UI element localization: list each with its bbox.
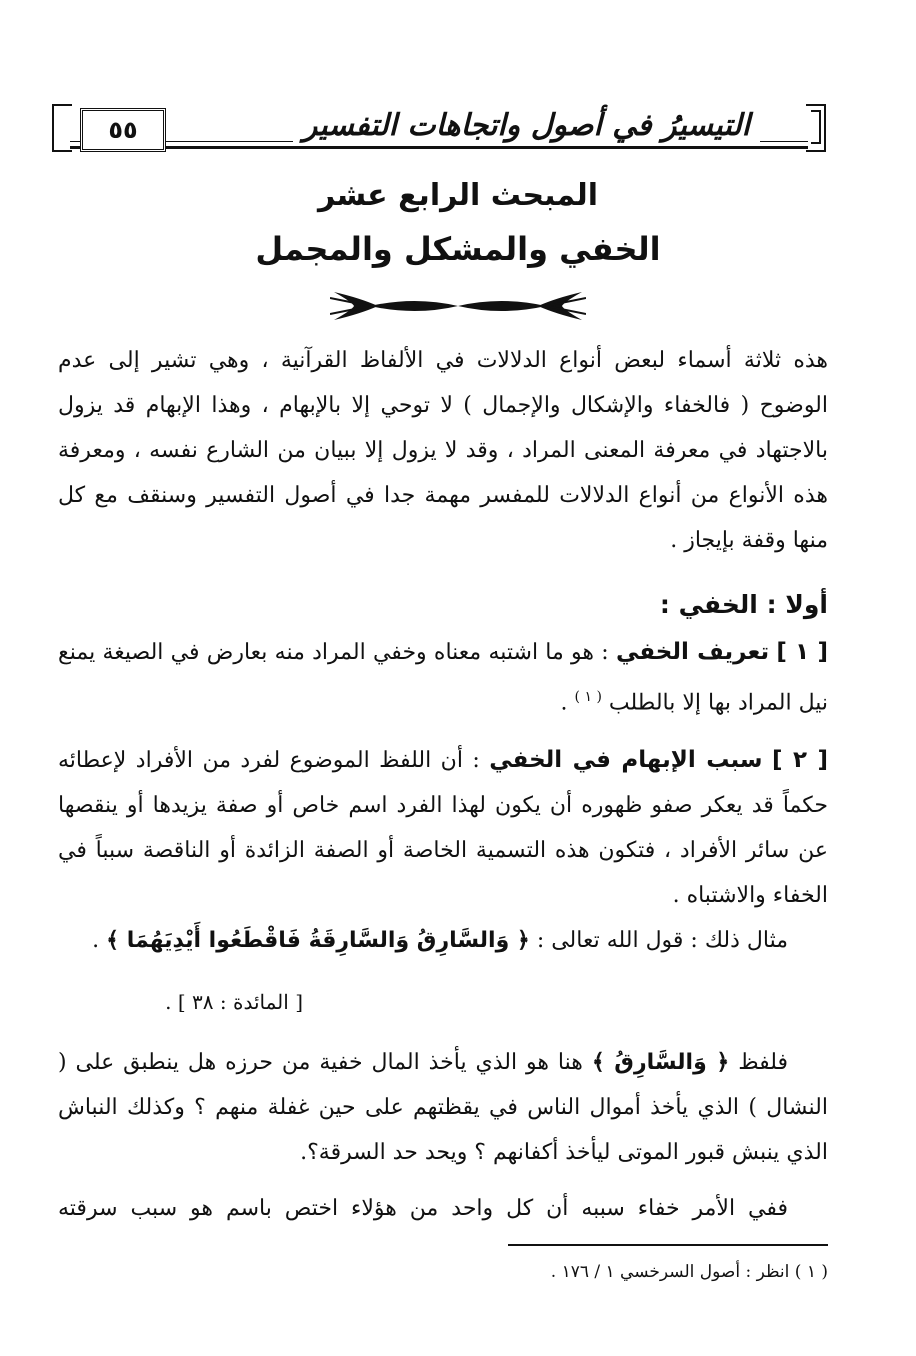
header-rule xyxy=(70,146,808,149)
example-end: . xyxy=(92,928,100,953)
divider-ornament-icon xyxy=(330,288,586,324)
section-heading: المبحث الرابع عشر xyxy=(317,178,599,213)
item-end: . xyxy=(560,690,568,716)
footnote: ( ١ ) انظر : أصول السرخسي ١ / ١٧٦ . xyxy=(550,1262,828,1282)
explanation-paragraph xyxy=(58,1040,828,1175)
header-right-ornament-inner xyxy=(811,110,821,144)
verse-reference: [ المائدة : ٣٨ ] . xyxy=(165,990,303,1014)
para-text: هنا هو الذي يأخذ المال خفية من حرزه هل ينطبق على ( النشال ) الذي يأخذ أموال الناس في يقظتهم على حين غفلة منهم ؟ وكذلك النباش الذي ينبش قبور الموتى ليأخذ أكفانهم ؟ ويحد حد السرقة؟. xyxy=(58,1050,828,1165)
subsection-heading: أولا : الخفي : xyxy=(659,590,828,619)
book-title: التيسيرُ في أصول واتجاهات التفسير xyxy=(293,108,760,143)
running-header xyxy=(52,104,826,156)
header-left-ornament xyxy=(52,104,72,152)
example-lead: مثال ذلك : قول الله تعالى : xyxy=(536,928,788,953)
example-line xyxy=(58,928,828,953)
continuation-paragraph xyxy=(58,1186,828,1231)
footnote-rule xyxy=(508,1244,828,1246)
item-text: : أن اللفظ الموضوع لفرد من الأفراد لإعطائه حكماً قد يعكر صفو ظهوره أن يكون لهذا الفرد اسم خاص أو صفة يزيدها أو ينقصها عن سائر الأفراد ، فتكون هذه التسمية الخاصة أو الصفة الزائدة أو الناقصة سبباً في الخفاء والاشتباه . xyxy=(58,748,828,908)
quran-verse: ﴿ وَالسَّارِقُ وَالسَّارِقَةُ فَاقْطَعُوا أَيْدِيَهُمَا ﴾ xyxy=(106,928,530,953)
para-text: ففي الأمر خفاء سببه أن كل واحد من هؤلاء اختص باسم هو سبب سرقته xyxy=(58,1196,788,1221)
footnote-marker: ( ١ ) xyxy=(574,689,602,705)
para-lead: فلفظ xyxy=(738,1050,788,1075)
quran-word: ﴿ وَالسَّارِقُ ﴾ xyxy=(591,1050,730,1075)
item-term: سبب الإبهام في الخفي xyxy=(489,747,763,773)
cause-paragraph xyxy=(58,738,828,918)
item-number: [ ١ ] xyxy=(776,639,828,665)
page-number: ٥٥ xyxy=(80,108,166,152)
item-number: [ ٢ ] xyxy=(772,747,828,773)
intro-paragraph: هذه ثلاثة أسماء لبعض أنواع الدلالات في الألفاظ القرآنية ، وهي تشير إلى عدم الوضوح ( فالخفاء والإشكال والإجمال ) لا توحي إلا بالإبهام ، وهذا الإبهام قد يزول بالاجتهاد في معرفة المعنى المراد ، وقد لا يزول إلا ببيان من الشارع نفسه ، ومعرفة هذه الأنواع من أنواع الدلالات للمفسر مهمة جدا في أصول التفسير وسنقف مع كل منها وقفة بإيجاز . xyxy=(58,348,828,553)
section-subtitle: الخفي والمشكل والمجمل xyxy=(255,230,661,268)
item-term: تعريف الخفي xyxy=(615,639,770,665)
definition-paragraph xyxy=(58,630,828,725)
item-text: : هو ما اشتبه معناه وخفي المراد منه بعارض في الصيغة يمنع نيل المراد بها إلا بالطلب xyxy=(58,640,828,716)
